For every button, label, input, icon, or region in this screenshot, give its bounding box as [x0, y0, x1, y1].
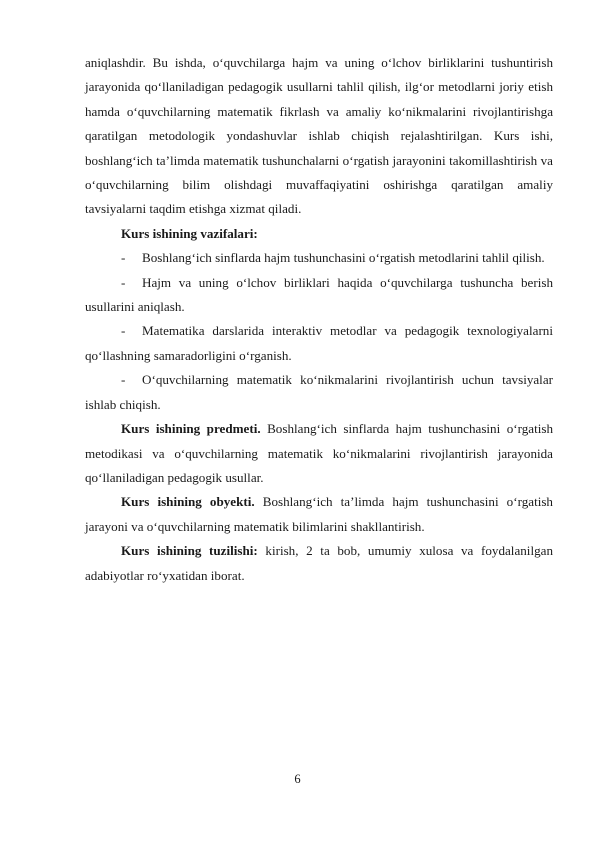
- bullet-dash-icon: -: [121, 274, 126, 290]
- task-item: [85, 246, 553, 270]
- structure-label: Kurs ishining tuzilishi:: [121, 543, 258, 559]
- object-label: Kurs ishining obyekti.: [121, 494, 255, 510]
- subject-text: Boshlang‘ich sinflarda hajm tushunchasini o‘rgatish metodikasi va o‘quvchilarning matematik ko‘nikmalarini rivojlantirish jarayonida qo‘llaniladigan pedagogik usullar.: [85, 421, 554, 485]
- tasks-heading-text: Kurs ishining vazifalari:: [121, 225, 258, 241]
- task-item-text: Boshlang‘ich sinflarda hajm tushunchasini o‘rgatish metodlarini tahlil qilish.: [142, 250, 545, 266]
- task-item-text: Matematika darslarida interaktiv metodlar va pedagogik texnologiyalarni qo‘llashning samaradorligini o‘rganish.: [85, 323, 553, 363]
- task-item-text: O‘quvchilarning matematik ko‘nikmalarini rivojlantirish uchun tavsiyalar ishlab chiqish.: [85, 372, 553, 412]
- object-text: Boshlang‘ich ta’limda hajm tushunchasini o‘rgatish jarayoni va o‘quvchilarning matematik bilimlarini shakllantirish.: [85, 494, 553, 534]
- tasks-heading: [85, 222, 553, 246]
- subject-label: Kurs ishining predmeti.: [121, 421, 261, 437]
- structure-paragraph: [85, 539, 553, 588]
- intro-paragraph: aniqlashdir. Bu ishda, o‘quvchilarga hajm va uning o‘lchov birliklarini tushuntirish jarayonida qo‘llaniladigan pedagogik usullarni tahlil qilish, ilg‘or metodlarni joriy etish hamda o‘quvchilarning matematik fikrlash va amaliy ko‘nikmalarini rivojlantirishga qaratilgan metodologik yondashuvlar ishlab chiqish rejalashtirilgan. Kurs ishi, boshlang‘ich ta’limda matematik tushunchalarni o‘rgatish jarayonini takomillashtirish va o‘quvchilarning bilim olishdagi muvaffaqiyatini oshirishga qaratilgan amaliy tavsiyalarni taqdim etishga xizmat qiladi.: [85, 55, 553, 217]
- subject-paragraph: [85, 417, 553, 490]
- task-item-text: Hajm va uning o‘lchov birliklari haqida o‘quvchilarga tushuncha berish usullarini aniqlash.: [85, 274, 553, 315]
- task-item: [85, 368, 553, 417]
- bullet-dash-icon: -: [121, 323, 126, 339]
- object-paragraph: [85, 490, 553, 539]
- task-item: [85, 319, 553, 368]
- task-item: [85, 271, 553, 320]
- page-number: 6: [294, 772, 301, 786]
- bullet-dash-icon: -: [121, 250, 126, 266]
- page-content: [85, 51, 553, 588]
- structure-text: kirish, 2 ta bob, umumiy xulosa va foydalanilgan adabiyotlar ro‘yxatidan iborat.: [85, 543, 553, 583]
- bullet-dash-icon: -: [121, 372, 126, 388]
